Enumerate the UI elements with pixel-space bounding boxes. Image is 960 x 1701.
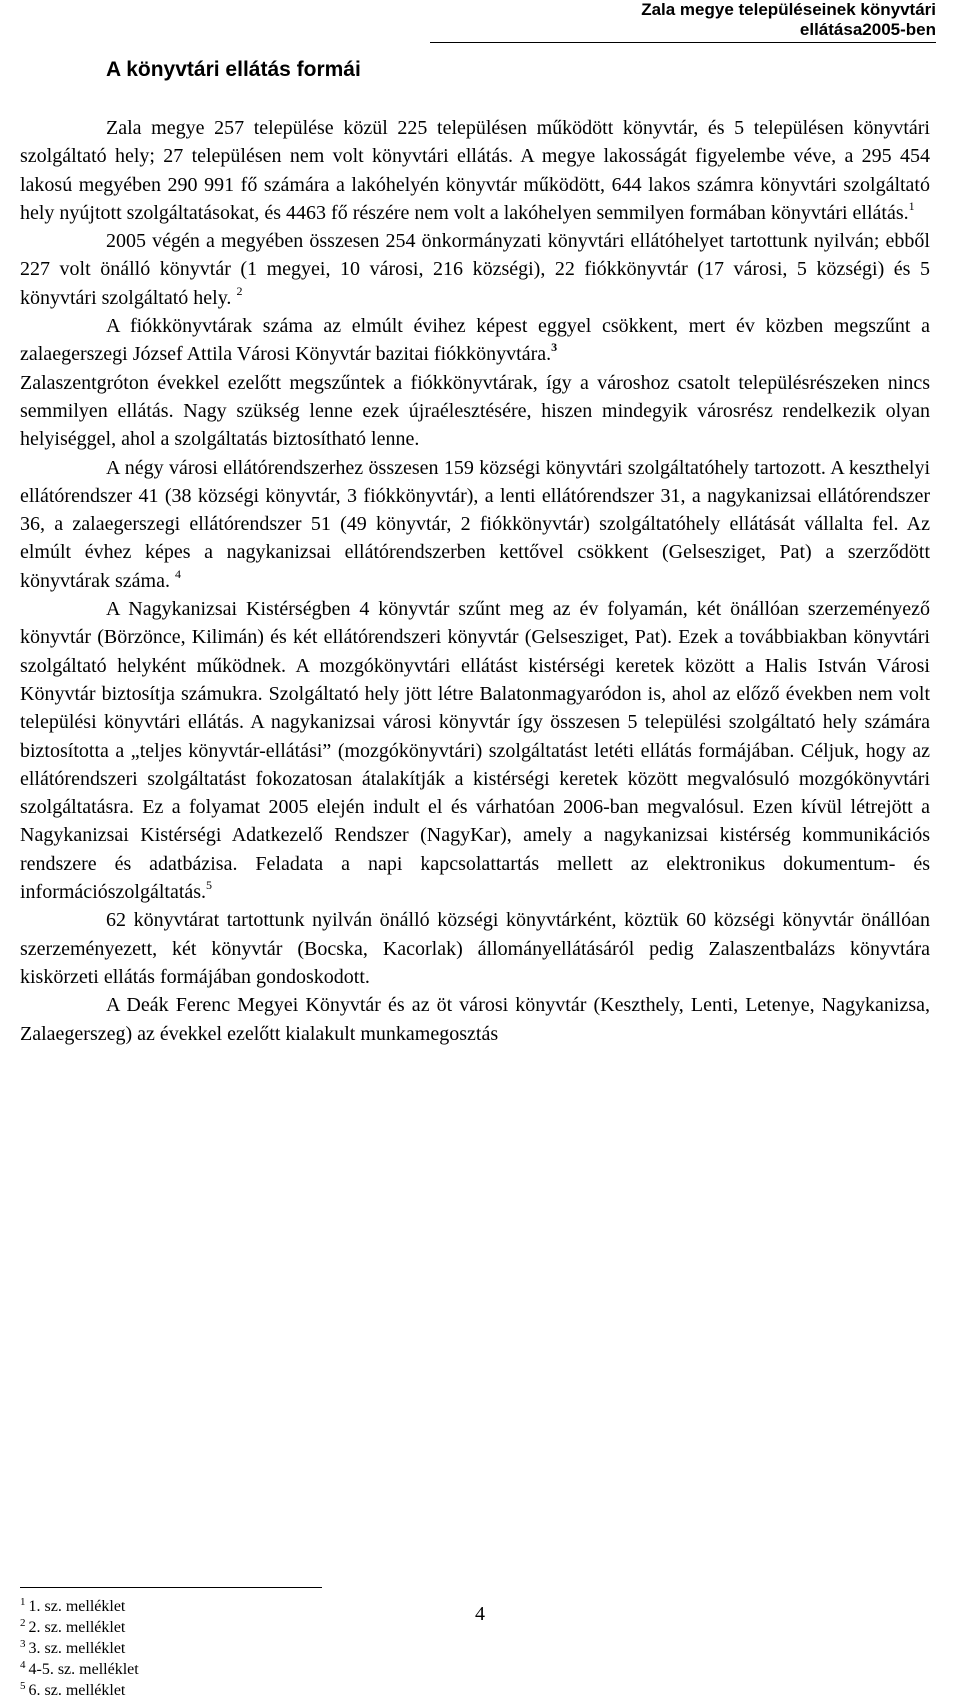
paragraph-text: 2005 végén a megyében összesen 254 önkormányzati könyvtári ellátóhelyet tartottunk nyilván; ebből 227 volt önálló könyvtár (1 megyei, 10 városi, 216 községi), 22 fiókkönyvtár (17 városi, 5 községi) és 5 könyvtári szolgáltató hely. [20,230,930,309]
paragraph-text: A négy városi ellátórendszerhez összesen 159 községi könyvtári szolgáltatóhely tartozott. A keszthelyi ellátórendszer 41 (38 községi könyvtár, 3 fiókkönyvtár), a lenti ellátórendszer 31, a nagykanizsai ellátórendszer 36, a zalaegerszegi ellátórendszer 51 (49 könyvtár, 2 fiókkönyvtár) szolgáltatóhely ellátását vállalta fel. Az elmúlt évhez képes a nagykanizsai ellátórendszerben kettővel csökkent (Gelsesziget, Pat) a szerződött könyvtárak száma. [20,456,930,592]
footnote-ref: 3 [551,340,558,355]
footnote-divider [20,1587,322,1588]
paragraph [20,906,930,991]
footnote-ref: 1 [908,198,915,213]
footnote-text: 2. sz. melléklet [28,1619,126,1636]
footnote-number: 3 [20,1638,26,1650]
paragraph [20,991,930,1048]
paragraph [20,369,930,454]
paragraph-text: Zalaszentgróton évekkel ezelőtt megszűntek a fiókkönyvtárak, így a városhoz csatolt településrészeken nincs semmilyen ellátás. Nagy szükség lenne ezek újraélesztésére, hiszen mindegyik városrész rendelkezik olyan helyiséggel, ahol a szolgáltatás biztosítható lenne. [20,371,930,451]
footnote-ref: 5 [206,878,213,893]
paragraph-text: A Deák Ferenc Megyei Könyvtár és az öt városi könyvtár (Keszthely, Lenti, Letenye, Nagykanizsa, Zalaegerszeg) az évekkel ezelőtt kialakult munkamegosztás [20,994,930,1045]
paragraph-text: 62 könyvtárat tartottunk nyilván önálló községi könyvtárként, köztük 60 községi könyvtár önállóan szerzeményezett, két könyvtár (Bocska, Kacorlak) állományellátásáról pedig Zalaszentbalázs könyvtára kiskörzeti ellátás formájában gondoskodott. [20,909,930,988]
footnote-number: 1 [20,1596,26,1608]
running-header: Zala megye településeinek könyvtári ellátása2005-ben [430,0,936,43]
paragraph-text: A fiókkönyvtárak száma az elmúlt évihez képest eggyel csökkent, mert év közben megszűnt a zalaegerszegi József Attila Városi Könyvtár bazitai fiókkönyvtára. [20,315,930,366]
paragraph [20,454,930,595]
section-title: A könyvtári ellátás formái [106,58,361,81]
footnote-text: 4-5. sz. melléklet [28,1661,139,1678]
footnote-number: 2 [20,1617,26,1629]
footnote [20,1680,139,1701]
paragraph [20,114,930,227]
footnote-text: 3. sz. melléklet [28,1640,126,1657]
paragraph [20,312,930,369]
footnote-text: 1. sz. melléklet [28,1598,126,1615]
footnote [20,1659,139,1680]
footnote [20,1638,139,1659]
footnote-number: 5 [20,1680,26,1692]
paragraph-text: Zala megye 257 települése közül 225 településen működött könyvtár, és 5 településen könyvtári szolgáltató hely; 27 településen nem volt könyvtári ellátás. A megye lakosságát figyelembe véve, a 295 454 lakosú megyében 290 991 fő számára a lakóhelyén könyvtár működött, 644 lakos számra könyvtári szolgáltató hely nyújtott szolgáltatásokat, és 4463 fő részére nem volt a lakóhelyen semmilyen formában könyvtári ellátás. [20,117,930,224]
page-number: 4 [475,1603,485,1625]
paragraph-text: A Nagykanizsai Kistérségben 4 könyvtár szűnt meg az év folyamán, két önállóan szerzeményező könyvtár (Börzönce, Kilimán) és két ellátórendszeri könyvtár (Gelsesziget, Pat). Ezek a továbbiakban könyvtári szolgáltató helyként működnek. A mozgókönyvtári ellátást kistérségi keretek között a Halis István Városi Könyvtár biztosítja számukra. Szolgáltató hely jött létre Balatonmagyaródon is, ahol az előző években nem volt települési könyvtári ellátás. A nagykanizsai városi könyvtár így összesen 5 települési szolgáltató hely számára biztosította a „teljes könyvtár-ellátási” (mozgókönyvtári) szolgáltatást letéti ellátás formájában. Céljuk, hogy az ellátórendszeri szolgáltatást fokozatosan átalakítják a kistérségi keretek között megvalósuló mozgókönyvtári szolgáltatásra. Ez a folyamat 2005 elején indult el és várhatóan 2006-ban megvalósul. Ezen kívül létrejött a Nagykanizsai Kistérségi Adatkezelő Rendszer (NagyKar), amely a nagykanizsai kistérség kommunikációs rendszere és adatbázisa. Feladata a napi kapcsolattartás mellett az elektronikus dokumentum- és információszolgáltatás. [20,598,930,904]
footnote-ref: 2 [236,283,243,298]
paragraph [20,595,930,906]
paragraph [20,227,930,312]
footnote-ref: 4 [174,566,181,581]
body-text [20,114,930,1048]
footnote-number: 4 [20,1659,26,1671]
footnote-text: 6. sz. melléklet [28,1682,126,1699]
